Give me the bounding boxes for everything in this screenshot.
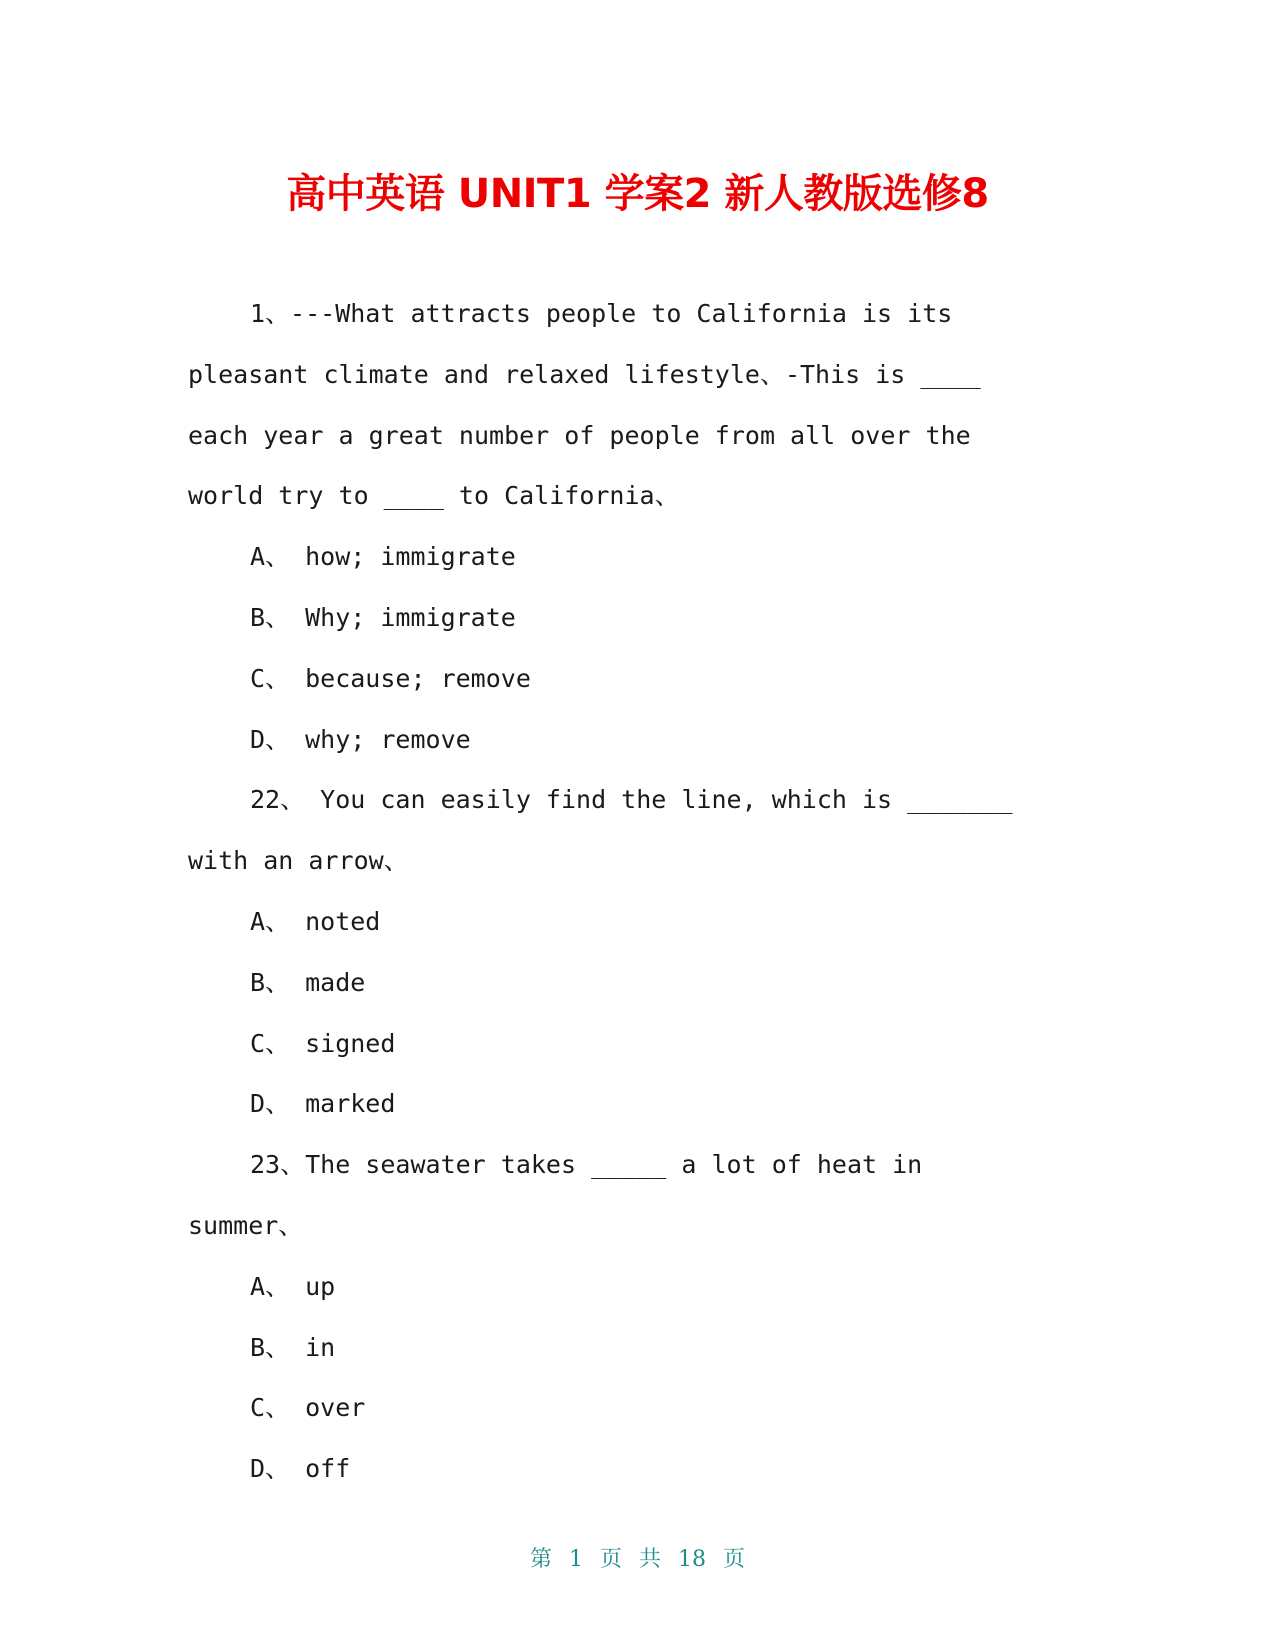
option-line: A、 up	[250, 1271, 336, 1301]
text-line: world try to ____ to California、	[188, 481, 680, 511]
option-line: D、 marked	[250, 1089, 396, 1119]
option-line: C、 signed	[250, 1028, 396, 1058]
option-line: A、 noted	[250, 906, 381, 936]
text-line: each year a great number of people from all over the	[188, 420, 971, 450]
text-line: 22、 You can easily find the line, which is _______	[250, 785, 1013, 815]
text-line: 1、---What attracts people to California is its	[250, 299, 953, 328]
option-line: B、 in	[250, 1332, 336, 1362]
option-line: C、 over	[250, 1393, 366, 1423]
option-line: A、 how; immigrate	[250, 542, 516, 572]
document-body	[188, 296, 1068, 1512]
page-footer: 第 1 页 共 18 页	[530, 1547, 745, 1572]
text-line: with an arrow、	[188, 846, 409, 876]
text-line: summer、	[188, 1210, 304, 1240]
option-line: B、 Why; immigrate	[250, 602, 516, 632]
option-line: C、 because; remove	[250, 663, 531, 693]
option-line: B、 made	[250, 967, 366, 997]
text-line: 23、The seawater takes _____ a lot of heat in	[250, 1150, 923, 1180]
option-line: D、 off	[250, 1454, 351, 1484]
document-title: 高中英语 UNIT1 学案2 新人教版选修8	[286, 171, 989, 217]
text-line: pleasant climate and relaxed lifestyle、-This is ____	[188, 359, 981, 389]
option-line: D、 why; remove	[250, 724, 471, 754]
